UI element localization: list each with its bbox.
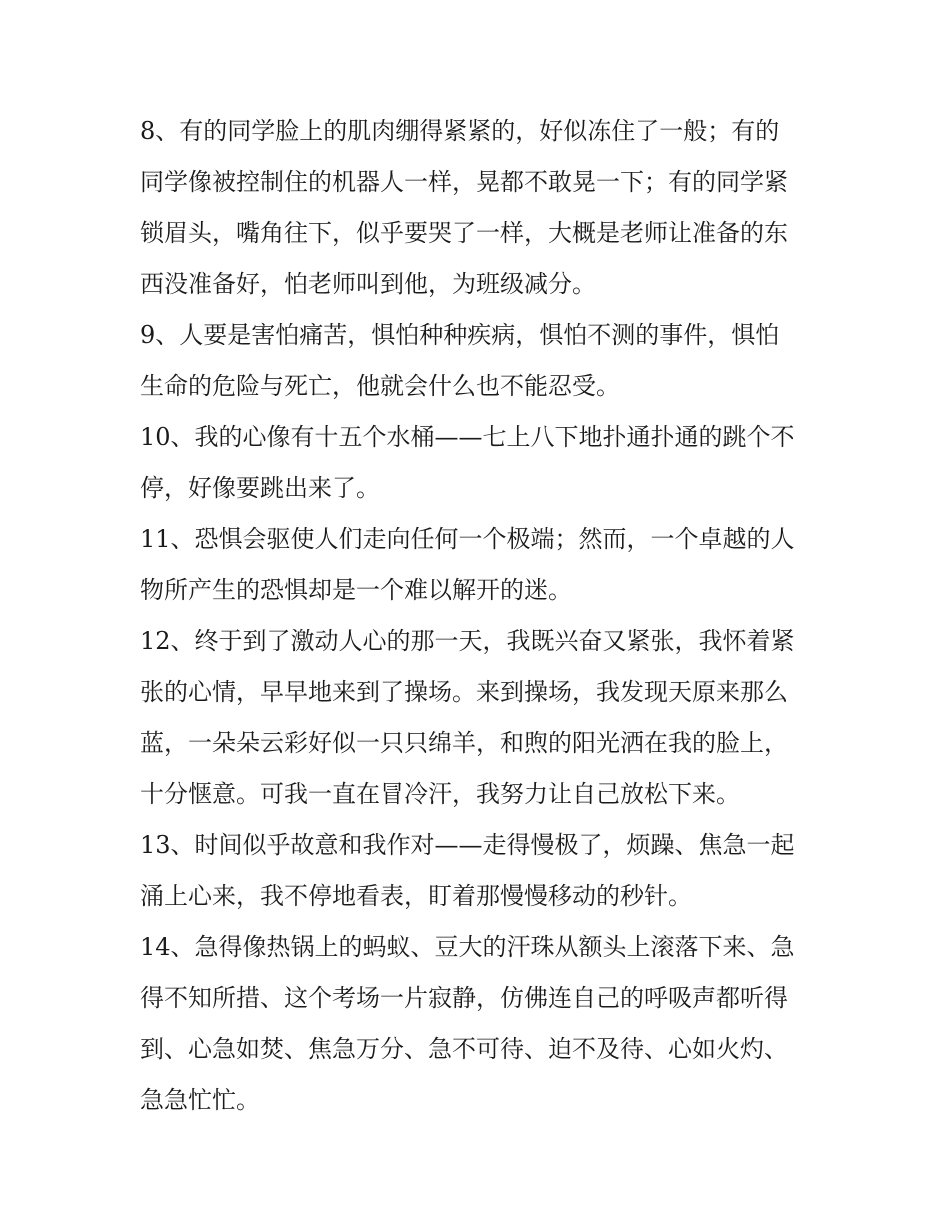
text-line: 到、心急如焚、焦急万分、急不可待、迫不及待、心如火灼、	[140, 1035, 788, 1063]
text-line: 12、终于到了激动人心的那一天，我既兴奋又紧张，我怀着紧	[140, 627, 795, 655]
text-line: 锁眉头，嘴角往下，似乎要哭了一样，大概是老师让准备的东	[140, 219, 788, 247]
text-line: 得不知所措、这个考场一片寂静，仿佛连自己的呼吸声都听得	[140, 984, 788, 1012]
text-line: 8、有的同学脸上的肌肉绷得紧紧的，好似冻住了一般；有的	[140, 117, 780, 145]
text-line: 9、人要是害怕痛苦，惧怕种种疾病，惧怕不测的事件，惧怕	[140, 321, 780, 349]
paragraph-10	[140, 412, 812, 514]
text-line: 涌上心来，我不停地看表，盯着那慢慢移动的秒针。	[140, 882, 692, 910]
text-line: 蓝，一朵朵云彩好似一只只绵羊，和煦的阳光洒在我的脸上，	[140, 729, 788, 757]
paragraph-8	[140, 106, 812, 310]
text-line: 停，好像要跳出来了。	[140, 474, 380, 502]
text-line: 急急忙忙。	[140, 1086, 260, 1114]
paragraph-9	[140, 310, 812, 412]
paragraph-13	[140, 820, 812, 922]
text-line: 物所产生的恐惧却是一个难以解开的迷。	[140, 576, 572, 604]
paragraph-11	[140, 514, 812, 616]
text-line: 张的心情，早早地来到了操场。来到操场，我发现天原来那么	[140, 678, 788, 706]
text-line: 11、恐惧会驱使人们走向任何一个极端；然而，一个卓越的人	[140, 525, 795, 553]
text-line: 生命的危险与死亡，他就会什么也不能忍受。	[140, 372, 620, 400]
text-line: 13、时间似乎故意和我作对——走得慢极了，烦躁、焦急一起	[140, 831, 795, 859]
text-line: 西没准备好，怕老师叫到他，为班级减分。	[140, 270, 596, 298]
paragraph-12	[140, 616, 812, 820]
text-line: 10、我的心像有十五个水桶——七上八下地扑通扑通的跳个不	[140, 423, 795, 451]
document-body	[140, 106, 812, 1126]
text-line: 14、急得像热锅上的蚂蚁、豆大的汗珠从额头上滚落下来、急	[140, 933, 795, 961]
paragraph-14	[140, 922, 812, 1126]
text-line: 同学像被控制住的机器人一样，晃都不敢晃一下；有的同学紧	[140, 168, 788, 196]
text-line: 十分惬意。可我一直在冒冷汗，我努力让自己放松下来。	[140, 780, 740, 808]
